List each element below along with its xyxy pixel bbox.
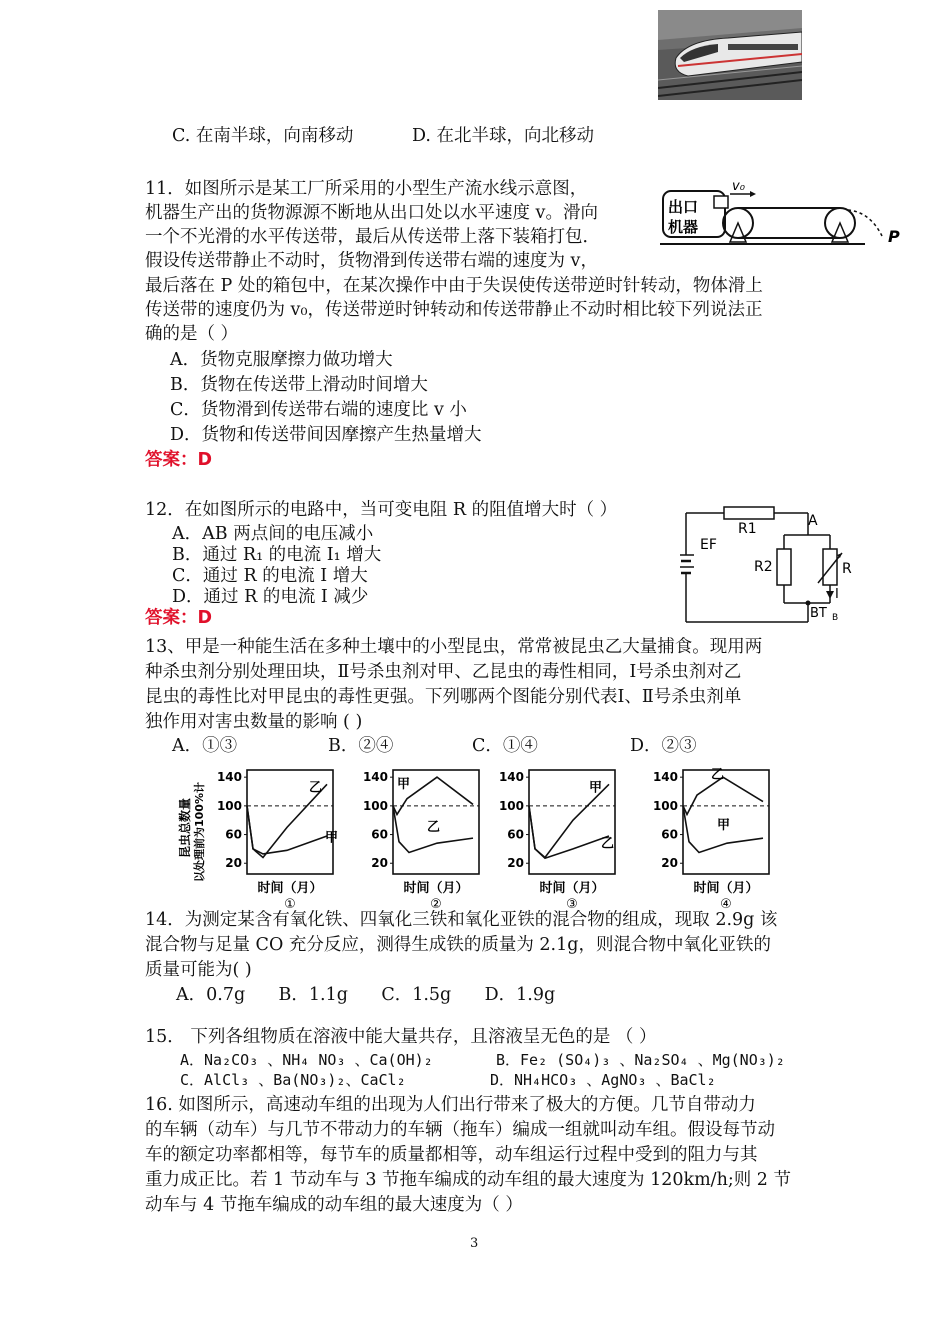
q15-option-c: C．AlCl₃ 、Ba(NO₃)₂、CaCl₂ xyxy=(180,1071,406,1089)
q12-stem: 12．在如图所示的电路中，当可变电阻 R 的阻值增大时（ ） xyxy=(145,500,618,520)
q14-line: 14．为测定某含有氧化铁、四氧化三铁和氧化亚铁的混合物的组成，现取 2.9g 该 xyxy=(145,910,778,930)
graph-tick-label: 140 xyxy=(652,770,678,785)
q11-line: 传送带的速度仍为 v₀，传送带逆时钟转动和传送带静止不动时相比较下列说法正 xyxy=(145,300,763,320)
graph-number: ② xyxy=(430,897,442,910)
graph-series-label: 甲 xyxy=(397,776,411,792)
graph-series-label: 乙 xyxy=(711,767,725,783)
q11-option-c: C．货物滑到传送带右端的速度比 v 小 xyxy=(170,400,467,420)
fig-label-i: I xyxy=(835,587,839,602)
q11-line: 11．如图所示是某工厂所采用的小型生产流水线示意图， xyxy=(145,179,588,199)
q11-answer: 答案：D xyxy=(145,450,213,470)
q11-line: 一个不光滑的水平传送带，最后从传送带上落下装箱打包． xyxy=(145,227,600,247)
fig-label-machine: 机器 xyxy=(668,218,699,236)
graph-tick-label: 60 xyxy=(225,827,242,842)
graph-number: ① xyxy=(284,897,296,910)
graph-curve-a xyxy=(683,777,763,814)
q13-line: 昆虫的毒性比对甲昆虫的毒性更强。下列哪两个图能分别代表Ⅰ、Ⅱ号杀虫剂单 xyxy=(145,687,742,707)
conveyor-diagram xyxy=(660,176,910,256)
graph-tick-label: 60 xyxy=(371,827,388,842)
q11-line: 机器生产出的货物源源不断地从出口处以水平速度 v。滑向 xyxy=(145,203,598,223)
q11-option-a: A．货物克服摩擦力做功增大 xyxy=(170,350,393,370)
graph-series-label: 乙 xyxy=(309,780,323,796)
q12-option-c: C．通过 R 的电流 I 增大 xyxy=(172,566,368,586)
graph-xlabel: 时间（月） xyxy=(539,881,605,896)
graph-tick-label: 20 xyxy=(225,856,242,871)
graph-tick-label: 100 xyxy=(652,798,678,813)
graph-ylabel-2: 以处理前为100%计 xyxy=(193,782,206,882)
q16-line: 重力成正比。若 1 节动车与 3 节拖车编成的动车组的最大速度为 120km/h;则 2 节 xyxy=(145,1170,792,1190)
graph-tick-label: 20 xyxy=(371,856,388,871)
q11-line: 最后落在 P 处的箱包中，在某次操作中由于失误使传送带逆时针转动，物体滑上 xyxy=(145,276,763,296)
q11-line: 假设传送带静止不动时，货物滑到传送带右端的速度为 v， xyxy=(145,251,598,271)
page-number: 3 xyxy=(470,1236,479,1251)
graph-tick-label: 60 xyxy=(661,827,678,842)
graph-tick-label: 100 xyxy=(362,798,388,813)
fig-label-bt-sub: B xyxy=(832,613,839,623)
graph-tick-label: 140 xyxy=(216,770,242,785)
fig-label-v0: v₀ xyxy=(732,179,745,194)
circuit-diagram xyxy=(680,505,870,630)
graph-series-label: 乙 xyxy=(601,836,615,852)
fig-label-exit: 出口 xyxy=(668,198,699,216)
q13-option-b: B．②④ xyxy=(328,736,394,756)
q12-option-a: A．AB 两点间的电压减小 xyxy=(172,524,374,544)
q16-line: 车的额定功率都相等，每节车的质量都相等，动车组运行过程中受到的阻力与其 xyxy=(145,1145,758,1165)
graph-tick-label: 140 xyxy=(498,770,524,785)
graph-xlabel: 时间（月） xyxy=(693,881,759,896)
fig-label-r1: R1 xyxy=(738,521,757,537)
q11-option-d: D．货物和传送带间因摩擦产生热量增大 xyxy=(170,425,482,445)
graph-series-label: 甲 xyxy=(717,817,731,833)
graph-tick-label: 140 xyxy=(362,770,388,785)
graph-curve-b xyxy=(247,806,327,854)
q11-line: 确的是（ ） xyxy=(145,324,239,344)
fig-label-p: P xyxy=(888,227,900,246)
q10-option-c: C. 在南半球，向南移动 xyxy=(172,126,354,146)
graph-tick-label: 100 xyxy=(498,798,524,813)
graph-number: ③ xyxy=(566,897,578,910)
q16-line: 的车辆（动车）与几节不带动力的车辆（拖车）编成一组就叫动车组。假设每节动 xyxy=(145,1120,775,1140)
graph-series-label: 乙 xyxy=(427,819,441,835)
fig-label-r: R xyxy=(842,561,852,577)
q13-option-c: C．①④ xyxy=(472,736,538,756)
graph-xlabel: 时间（月） xyxy=(257,881,323,896)
q12-option-b: B．通过 R₁ 的电流 I₁ 增大 xyxy=(172,545,382,565)
q11-option-b: B．货物在传送带上滑动时间增大 xyxy=(170,375,428,395)
q13-line: 种杀虫剂分别处理田块，Ⅱ号杀虫剂对甲、乙昆虫的毒性相同，Ⅰ号杀虫剂对乙 xyxy=(145,662,742,682)
q12-answer: 答案：D xyxy=(145,608,213,628)
fig-label-ef: EF xyxy=(700,537,717,553)
q14-line: 质量可能为( ) xyxy=(145,960,252,980)
q16-line: 动车与 4 节拖车编成的动车组的最大速度为（ ） xyxy=(145,1195,523,1215)
q13-option-d: D．②③ xyxy=(630,736,697,756)
fig-label-a: A xyxy=(808,513,818,529)
graph-ylabel-1: 昆虫总数量 xyxy=(178,797,192,858)
train-photo xyxy=(658,10,802,100)
q15-option-a: A．Na₂CO₃ 、NH₄ NO₃ 、Ca(OH)₂ xyxy=(180,1051,433,1069)
q13-line: 独作用对害虫数量的影响 ( ) xyxy=(145,712,363,732)
insect-graphs xyxy=(175,760,785,910)
graph-tick-label: 60 xyxy=(507,827,524,842)
graph-xlabel: 时间（月） xyxy=(403,881,469,896)
q14-line: 混合物与足量 CO 充分反应，测得生成铁的质量为 2.1g，则混合物中氧化亚铁的 xyxy=(145,935,771,955)
q13-line: 13、甲是一种能生活在多种土壤中的小型昆虫，常常被昆虫乙大量捕食。现用两 xyxy=(145,637,763,657)
q15-option-b: B．Fe₂ (SO₄)₃ 、Na₂SO₄ 、Mg(NO₃)₂ xyxy=(496,1051,785,1069)
q15-stem: 15． 下列各组物质在溶液中能大量共存，且溶液呈无色的是 （ ） xyxy=(145,1027,657,1047)
q15-option-d: D．NH₄HCO₃ 、AgNO₃ 、BaCl₂ xyxy=(490,1071,716,1089)
graph-tick-label: 100 xyxy=(216,798,242,813)
q16-line: 16. 如图所示，高速动车组的出现为人们出行带来了极大的方便。几节自带动力 xyxy=(145,1095,756,1115)
graph-number: ④ xyxy=(720,897,732,910)
q14-options: A．0.7g B．1.1g C．1.5g D．1.9g xyxy=(176,985,556,1005)
graph-curve-b xyxy=(529,806,609,858)
fig-label-bt: BT xyxy=(810,606,827,621)
graph-series-label: 甲 xyxy=(325,830,339,846)
graph-tick-label: 20 xyxy=(507,856,524,871)
graph-tick-label: 20 xyxy=(661,856,678,871)
q10-option-d: D. 在北半球，向北移动 xyxy=(412,126,595,146)
q12-option-d: D．通过 R 的电流 I 减少 xyxy=(172,587,369,607)
graph-series-label: 甲 xyxy=(589,780,603,796)
fig-label-r2: R2 xyxy=(754,559,773,575)
q13-option-a: A．①③ xyxy=(172,736,238,756)
